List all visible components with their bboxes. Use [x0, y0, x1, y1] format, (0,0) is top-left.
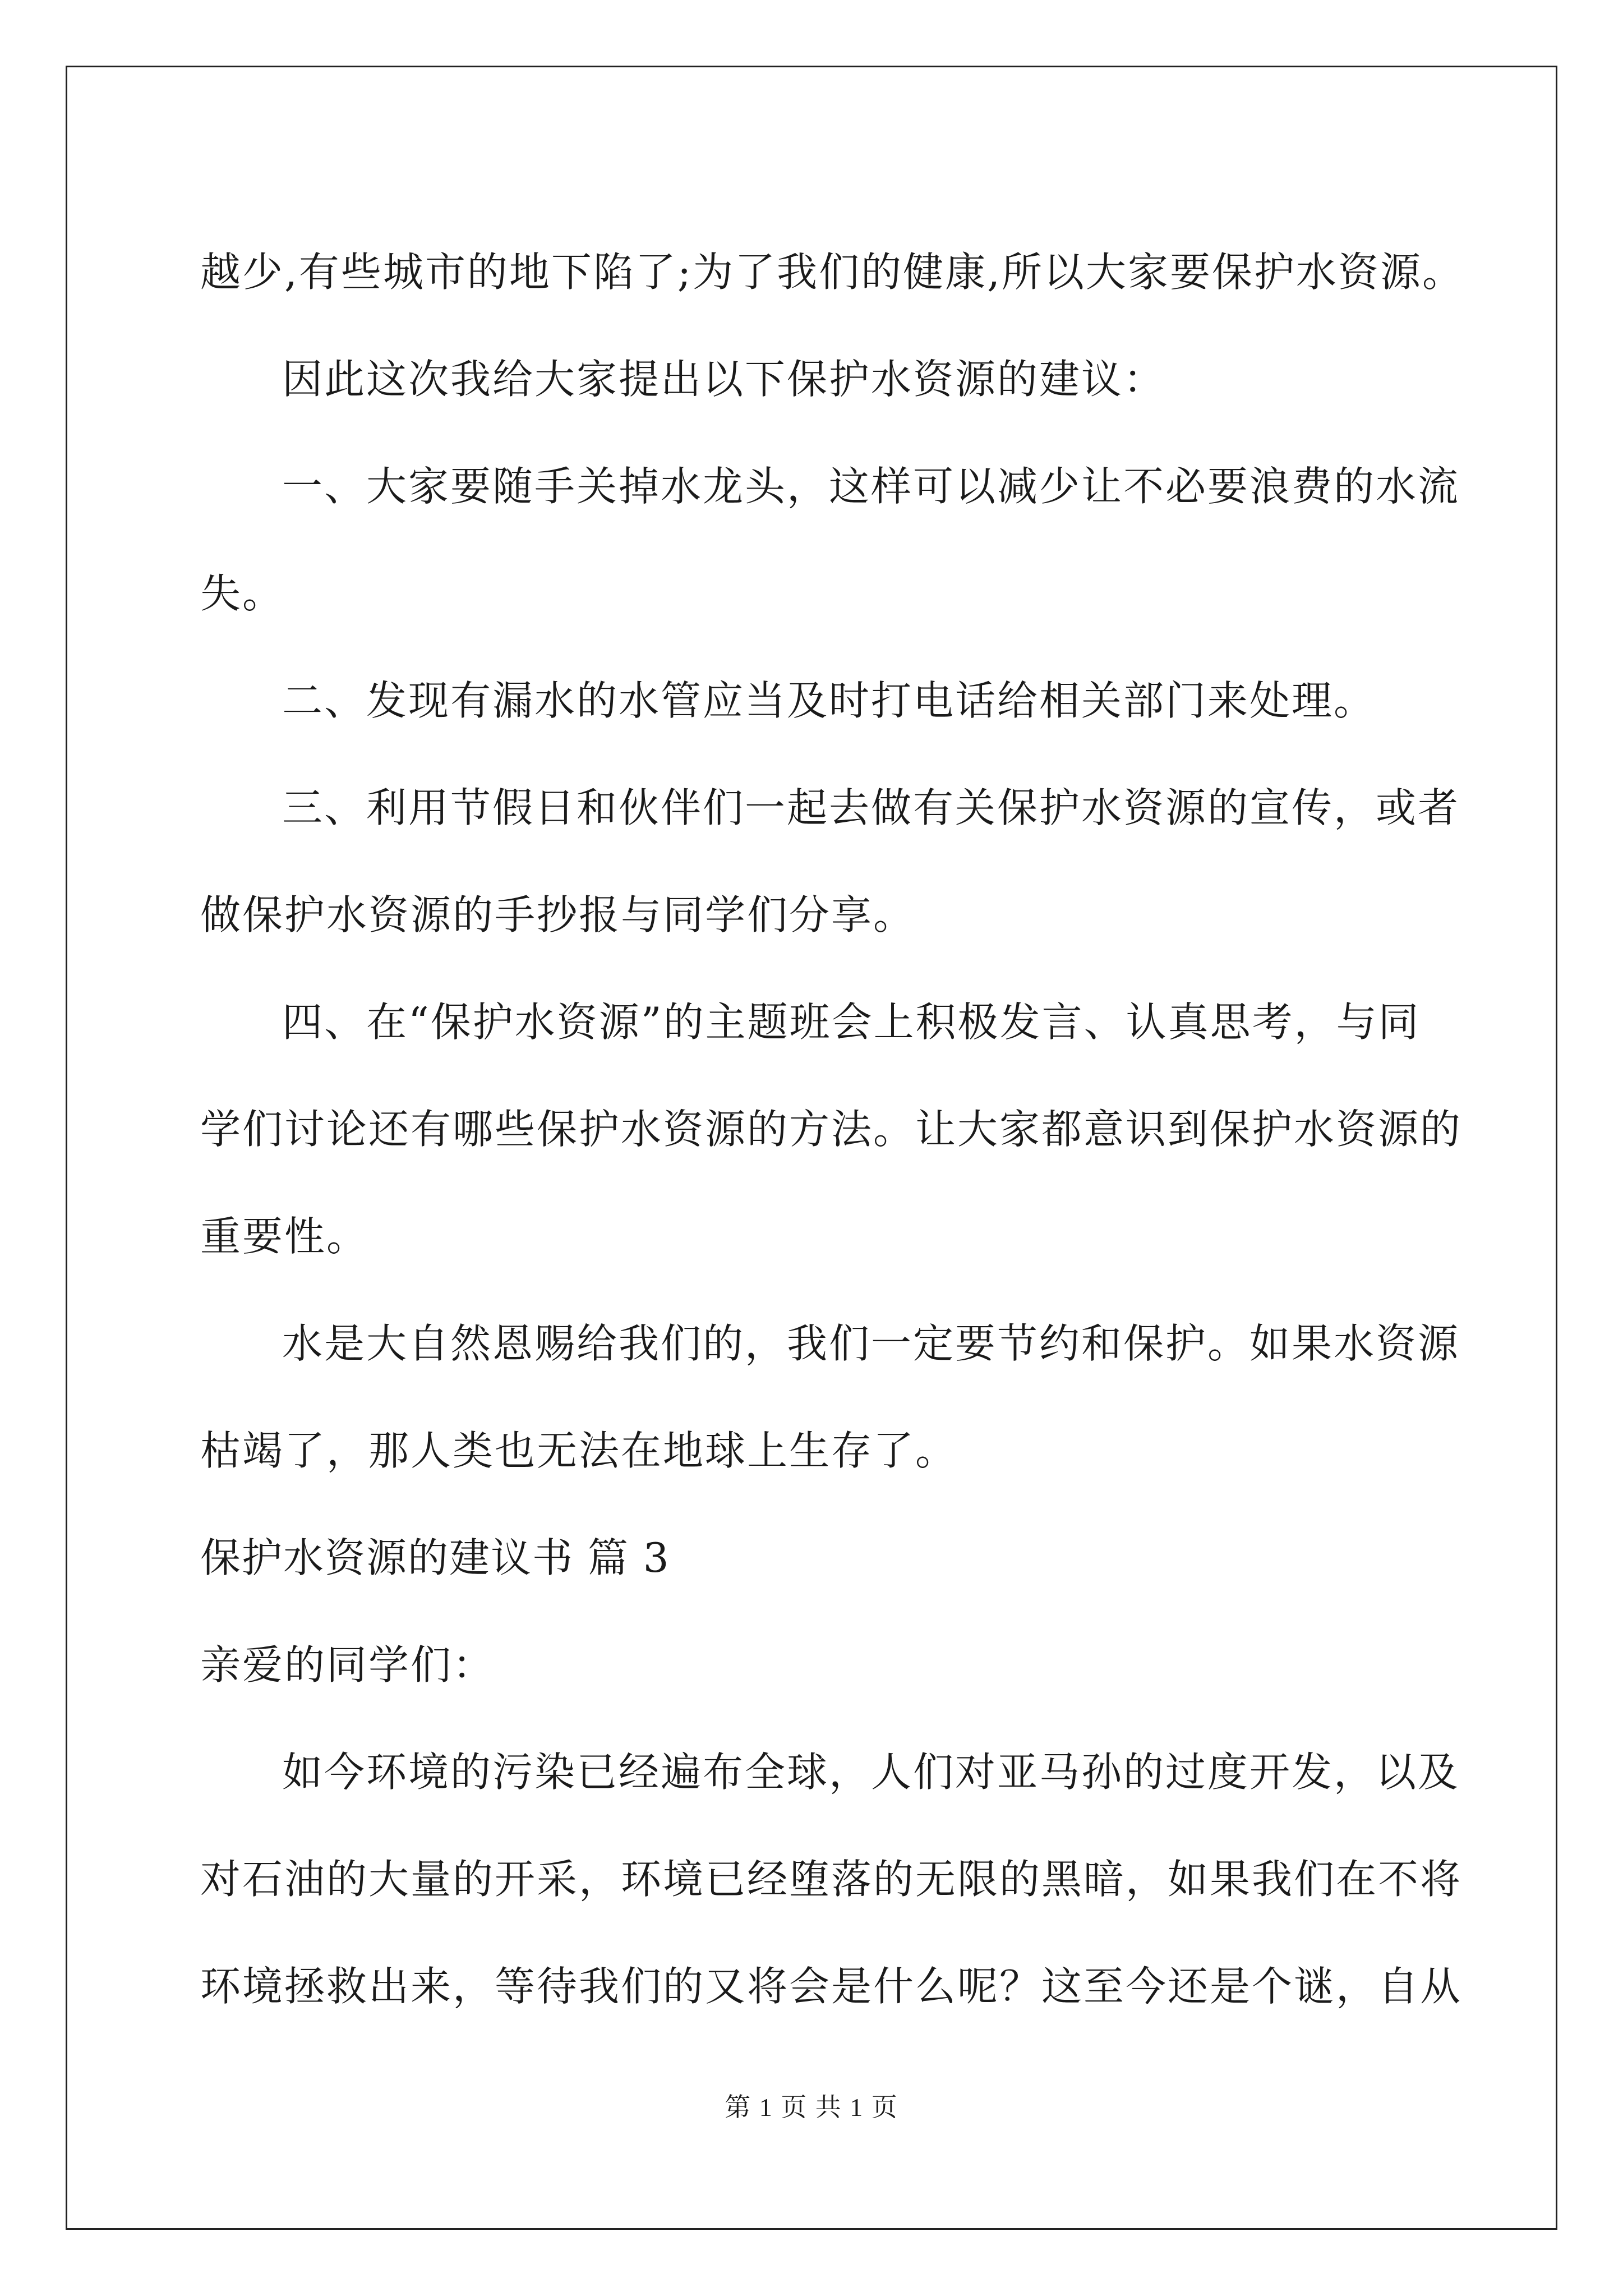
- salutation: 亲爱的同学们：: [200, 1641, 495, 1688]
- paragraph-line: 失。: [200, 570, 285, 617]
- paragraph-line: 越少,有些城市的地下陷了;为了我们的健康,所以大家要保护水资源。: [200, 249, 1465, 296]
- paragraph-line: 一、大家要随手关掉水龙头，这样可以减少让不必要浪费的水流: [282, 463, 1460, 510]
- page-footer: 第 1 页 共 1 页: [725, 2093, 898, 2122]
- paragraph-line: 四、在“保护水资源”的主题班会上积极发言、认真思考，与同: [282, 999, 1421, 1046]
- paragraph-line: 枯竭了，那人类也无法在地球上生存了。: [200, 1427, 958, 1474]
- paragraph-line: 水是大自然恩赐给我们的，我们一定要节约和保护。如果水资源: [282, 1320, 1460, 1367]
- paragraph-line: 对石油的大量的开采，环境已经堕落的无限的黑暗，如果我们在不将: [200, 1856, 1463, 1903]
- paragraph-line: 学们讨论还有哪些保护水资源的方法。让大家都意识到保护水资源的: [200, 1106, 1463, 1153]
- paragraph-line: 因此这次我给大家提出以下保护水资源的建议：: [282, 356, 1166, 403]
- section-heading: 保护水资源的建议书 篇 3: [200, 1534, 670, 1581]
- paragraph-line: 重要性。: [200, 1213, 369, 1260]
- paragraph-line: 二、发现有漏水的水管应当及时打电话给相关部门来处理。: [282, 677, 1376, 724]
- paragraph-line: 做保护水资源的手抄报与同学们分享。: [200, 891, 916, 938]
- document-body: [200, 219, 1465, 2040]
- paragraph-line: 如今环境的污染已经遍布全球，人们对亚马孙的过度开发，以及: [282, 1749, 1460, 1796]
- paragraph-line: 环境拯救出来，等待我们的又将会是什么呢？这至今还是个谜，自从: [200, 1963, 1463, 2010]
- paragraph-line: 三、利用节假日和伙伴们一起去做有关保护水资源的宣传，或者: [282, 784, 1460, 831]
